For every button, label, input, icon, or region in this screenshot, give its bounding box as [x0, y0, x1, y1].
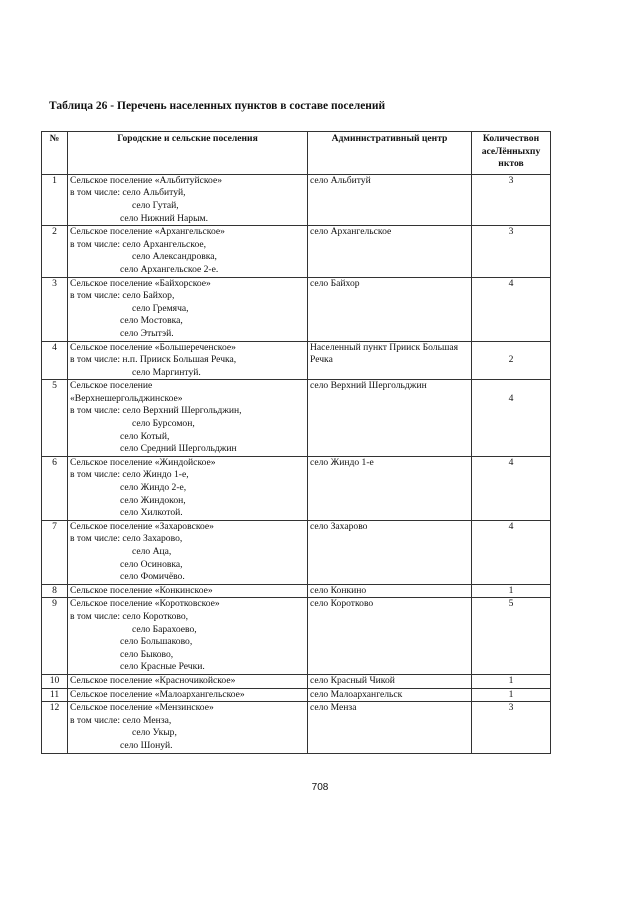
center-cell: село Жиндо 1-е	[308, 456, 472, 520]
settlement-cell	[68, 688, 308, 702]
settlement-line: в том числе: н.п. Прииск Большая Речка,	[70, 354, 237, 366]
settlements-table	[41, 131, 551, 754]
settlement-line: Сельское поселение «Большереченское»	[70, 341, 236, 353]
center-cell: село Малоархангельск	[308, 688, 472, 702]
table-header-row	[42, 132, 551, 175]
center-cell: Населенный пункт Прииск Большая Речка	[308, 341, 472, 380]
settlement-line: Сельское поселение «Архангельское»	[70, 226, 225, 238]
settlement-cell	[68, 277, 308, 341]
settlement-line: село Маргинтуй.	[132, 366, 201, 378]
center-cell: село Коротково	[308, 598, 472, 675]
center-cell: село Архангельское	[308, 226, 472, 277]
center-cell: село Альбитуй	[308, 174, 472, 225]
settlement-cell	[68, 702, 308, 753]
count-cell: 1	[472, 674, 551, 688]
settlement-line: Сельское поселение «Красночикойское»	[70, 674, 236, 686]
settlement-line: село Хилкотой.	[120, 507, 183, 519]
table-row	[42, 174, 551, 225]
settlement-cell	[68, 341, 308, 380]
table-row	[42, 598, 551, 675]
header-count: Количествон асеЛённыхпу нктов	[472, 132, 551, 175]
settlement-line: село Гутай,	[132, 199, 179, 211]
count-cell: 4	[472, 277, 551, 341]
count-cell: 4	[472, 380, 551, 457]
center-cell: село Красный Чикой	[308, 674, 472, 688]
settlement-line: Сельское поселение «Малоархангельское»	[70, 688, 245, 700]
page-number: 708	[311, 782, 329, 793]
settlement-line: Сельское поселение «Жиндойское»	[70, 456, 216, 468]
table-row	[42, 341, 551, 380]
settlement-line: в том числе: село Коротково,	[70, 610, 189, 622]
count-cell: 3	[472, 174, 551, 225]
settlement-cell	[68, 674, 308, 688]
settlement-line: Сельское поселение	[70, 380, 153, 392]
row-number: 11	[42, 688, 68, 702]
table-row	[42, 226, 551, 277]
settlement-line: село Бурсомон,	[132, 418, 195, 430]
count-cell: 4	[472, 456, 551, 520]
settlement-line: село Барахоево,	[132, 623, 197, 635]
settlement-line: Сельское поселение «Мензинское»	[70, 702, 214, 714]
count-cell: 3	[472, 702, 551, 753]
settlement-cell	[68, 598, 308, 675]
settlement-line: «Верхнешергольджинское»	[70, 392, 183, 404]
settlement-line: в том числе: село Менза,	[70, 714, 172, 726]
settlement-line: Сельское поселение «Альбитуйское»	[70, 174, 223, 186]
settlement-cell	[68, 520, 308, 584]
row-number: 2	[42, 226, 68, 277]
table-row	[42, 674, 551, 688]
settlement-line: Сельское поселение «Байхорское»	[70, 277, 211, 289]
settlement-line: в том числе: село Альбитуй,	[70, 187, 186, 199]
settlement-line: в том числе: село Архангельское,	[70, 238, 207, 250]
center-cell: село Конкино	[308, 584, 472, 598]
settlement-line: село Фомичёво.	[120, 571, 185, 583]
settlement-cell	[68, 226, 308, 277]
count-cell: 2	[472, 341, 551, 380]
count-cell: 5	[472, 598, 551, 675]
center-cell: село Захарово	[308, 520, 472, 584]
settlement-line: в том числе: село Байхор,	[70, 290, 175, 302]
settlement-line: село Осиновка,	[120, 558, 183, 570]
count-cell: 4	[472, 520, 551, 584]
table-row	[42, 584, 551, 598]
table-row	[42, 456, 551, 520]
row-number: 5	[42, 380, 68, 457]
row-number: 10	[42, 674, 68, 688]
row-number: 1	[42, 174, 68, 225]
settlement-cell	[68, 174, 308, 225]
settlement-line: село Мостовка,	[120, 315, 183, 327]
settlement-line: село Большаково,	[120, 636, 193, 648]
row-number: 7	[42, 520, 68, 584]
count-cell: 1	[472, 584, 551, 598]
settlement-cell	[68, 584, 308, 598]
table-row	[42, 688, 551, 702]
settlement-line: село Архангельское 2-е.	[120, 263, 219, 275]
row-number: 9	[42, 598, 68, 675]
row-number: 3	[42, 277, 68, 341]
settlement-line: Сельское поселение «Коротковское»	[70, 598, 220, 610]
center-cell: село Верхний Шергольджин	[308, 380, 472, 457]
table-row	[42, 702, 551, 753]
settlement-line: село Этытэй.	[120, 327, 174, 339]
row-number: 12	[42, 702, 68, 753]
header-settlement: Городские и сельские поселения	[68, 132, 308, 175]
center-cell: село Менза	[308, 702, 472, 753]
settlement-line: в том числе: село Захарово,	[70, 533, 183, 545]
settlement-line: село Котый,	[120, 430, 170, 442]
settlement-line: село Шонуй.	[120, 739, 173, 751]
row-number: 8	[42, 584, 68, 598]
settlement-line: село Укыр,	[132, 727, 177, 739]
settlement-line: село Средний Шергольджин	[120, 443, 237, 455]
header-num: №	[42, 132, 68, 175]
settlement-line: в том числе: село Верхний Шергольджин,	[70, 405, 242, 417]
table-row	[42, 277, 551, 341]
settlement-cell	[68, 456, 308, 520]
row-number: 4	[42, 341, 68, 380]
settlement-line: Сельское поселение «Захаровское»	[70, 520, 214, 532]
settlement-line: село Аца,	[132, 546, 172, 557]
count-cell: 1	[472, 688, 551, 702]
header-center: Административный центр	[308, 132, 472, 175]
settlement-line: село Жиндо 2-е,	[120, 482, 187, 494]
center-cell: село Байхор	[308, 277, 472, 341]
settlement-line: село Красные Речки.	[120, 661, 205, 673]
table-caption: Таблица 26 - Перечень населенных пунктов в составе поселений	[49, 100, 386, 112]
settlement-line: село Жиндокон,	[120, 494, 186, 506]
count-cell: 3	[472, 226, 551, 277]
settlement-line: село Гремяча,	[132, 302, 189, 314]
settlement-line: село Александровка,	[132, 251, 217, 263]
table-row	[42, 380, 551, 457]
settlement-line: село Быково,	[120, 648, 174, 660]
settlement-cell	[68, 380, 308, 457]
settlement-line: в том числе: село Жиндо 1-е,	[70, 469, 189, 481]
settlement-line: село Нижний Нарым.	[120, 212, 209, 224]
row-number: 6	[42, 456, 68, 520]
table-row	[42, 520, 551, 584]
settlement-line: Сельское поселение «Конкинское»	[70, 584, 213, 596]
